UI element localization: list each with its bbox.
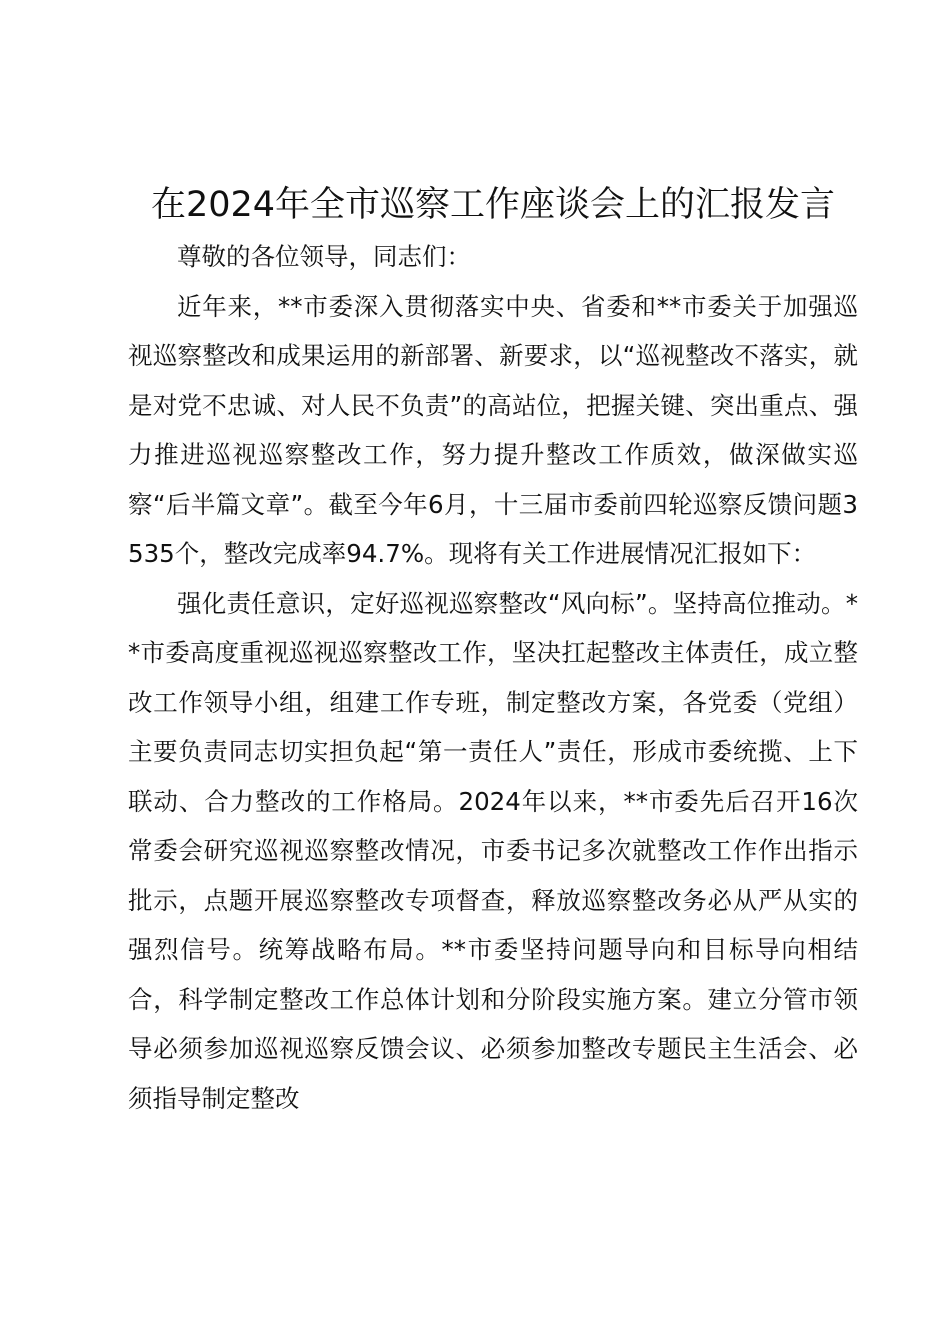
paragraph-responsibility: 强化责任意识，定好巡视巡察整改“风向标”。坚持高位推动。**市委高度重视巡视巡察整改工作，坚决扛起整改主体责任，成立整改工作领导小组，组建工作专班，制定整改方案，各党委（党组）主要负责同志切实担负起“第一责任人”责任，形成市委统揽、上下联动、合力整改的工作格局。2024年以来，**市委先后召开16次常委会研究巡视巡察整改情况，市委书记多次就整改工作作出指示批示，点题开展巡察整改专项督查，释放巡察整改务必从严从实的强烈信号。统筹战略布局。**市委坚持问题导向和目标导向相结合，科学制定整改工作总体计划和分阶段实施方案。建立分管市领导必须参加巡视巡察反馈会议、必须参加整改专题民主生活会、必须指导制定整改: [128, 588, 858, 1113]
paragraph-intro: 近年来，**市委深入贯彻落实中央、省委和**市委关于加强巡视巡察整改和成果运用的新部署、新要求，以“巡视整改不落实，就是对党不忠诚、对人民不负责”的高站位，把握关键、突出重点、强力推进巡视巡察整改工作，努力提升整改工作质效，做深做实巡察“后半篇文章”。截至今年6月，十三届市委前四轮巡察反馈问题3535个，整改完成率94.7%。现将有关工作进展情况汇报如下：: [128, 291, 858, 568]
document-title: 在2024年全市巡察工作座谈会上的汇报发言: [150, 185, 836, 225]
document-page: [128, 180, 858, 1123]
salutation: 尊敬的各位领导，同志们：: [177, 242, 471, 271]
